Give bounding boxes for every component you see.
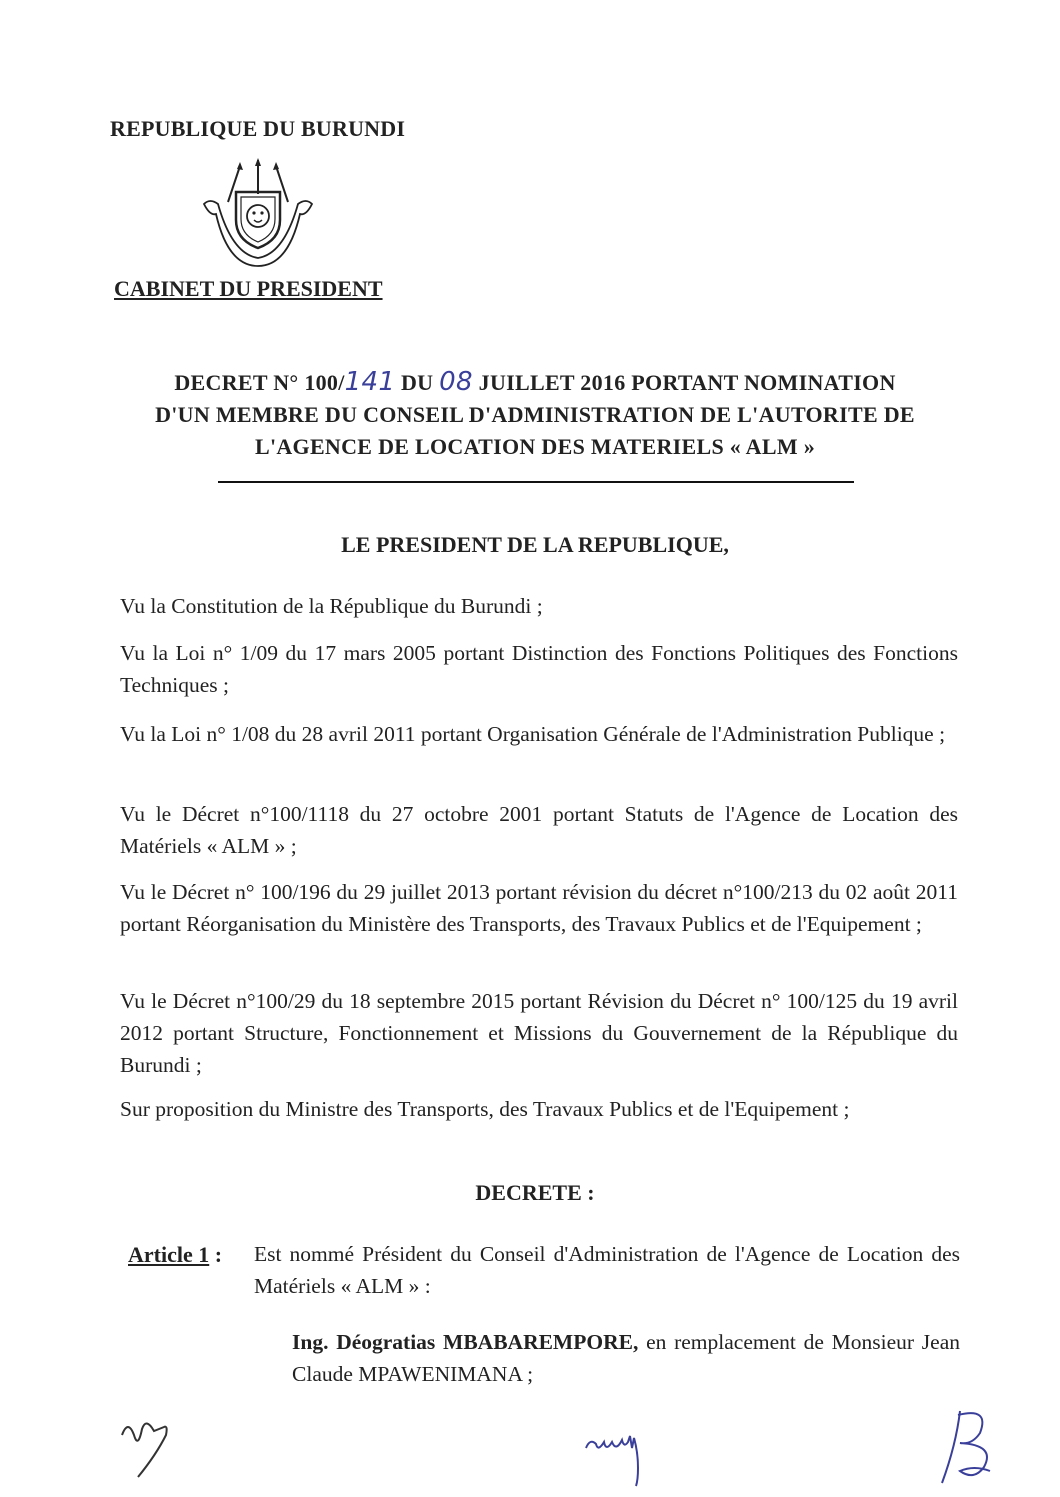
cabinet-heading: CABINET DU PRESIDENT (114, 276, 383, 301)
handwritten-day: 08 (439, 367, 473, 397)
coat-of-arms-emblem-icon (196, 158, 320, 270)
country-heading: REPUBLIQUE DU BURUNDI (110, 116, 406, 141)
consideration-paragraph: Vu la Constitution de la République du Burundi ; (120, 594, 543, 618)
title-line3: L'AGENCE DE LOCATION DES MATERIELS « ALM » (254, 434, 816, 459)
handwritten-decree-number: 141 (344, 367, 396, 397)
decrete-heading: DECRETE : (475, 1180, 595, 1205)
title-part1: DECRET N° 100/ (174, 370, 345, 395)
article-1-label-text: Article 1 (128, 1242, 210, 1267)
title-part2: DU (395, 370, 440, 395)
article-1-text: Est nommé Président du Conseil d'Administration de l'Agence de Location des Matériels « ALM » : (254, 1242, 960, 1298)
consideration-paragraph: Sur proposition du Ministre des Transports, des Travaux Publics et de l'Equipement ; (120, 1097, 850, 1121)
nominee-name: Ing. Déogratias MBABAREMPORE, (292, 1330, 639, 1354)
consideration-paragraph: Vu le Décret n°100/29 du 18 septembre 2015 portant Révision du Décret n° 100/125 du 19 avril 2012 portant Structure, Fonctionnement et Missions du Gouvernement de la République du Burundi ; (120, 989, 958, 1077)
consideration-paragraph: Vu la Loi n° 1/08 du 28 avril 2011 portant Organisation Générale de l'Administration Publique ; (120, 722, 946, 746)
initials-center-signature (576, 1408, 666, 1488)
title-line2: D'UN MEMBRE DU CONSEIL D'ADMINISTRATION DE L'AUTORITE DE (155, 402, 915, 427)
decree-title (130, 366, 940, 463)
title-underline-rule (218, 481, 854, 483)
nominee-rest: en remplacement de Monsieur Jean Claude MPAWENIMANA ; (292, 1330, 960, 1386)
title-part3: JUILLET 2016 PORTANT NOMINATION (472, 370, 896, 395)
consideration-paragraph: Vu la Loi n° 1/09 du 17 mars 2005 portant Distinction des Fonctions Politiques des Fonctions Techniques ; (120, 641, 958, 697)
nominee-paragraph (292, 1326, 960, 1390)
consideration-paragraph: Vu le Décret n°100/1118 du 27 octobre 2001 portant Statuts de l'Agence de Location des Matériels « ALM » ; (120, 802, 958, 858)
initials-right-signature (930, 1405, 1020, 1485)
initials-left-signature (108, 1405, 198, 1485)
consideration-paragraph: Vu le Décret n° 100/196 du 29 juillet 2013 portant révision du décret n°100/213 du 02 août 2011 portant Réorganisation du Ministère des Transports, des Travaux Publics et de l'Equipement ; (120, 880, 958, 936)
president-heading: LE PRESIDENT DE LA REPUBLIQUE, (341, 532, 729, 557)
article-1-colon: : (209, 1242, 223, 1267)
article-1-label (128, 1242, 222, 1268)
